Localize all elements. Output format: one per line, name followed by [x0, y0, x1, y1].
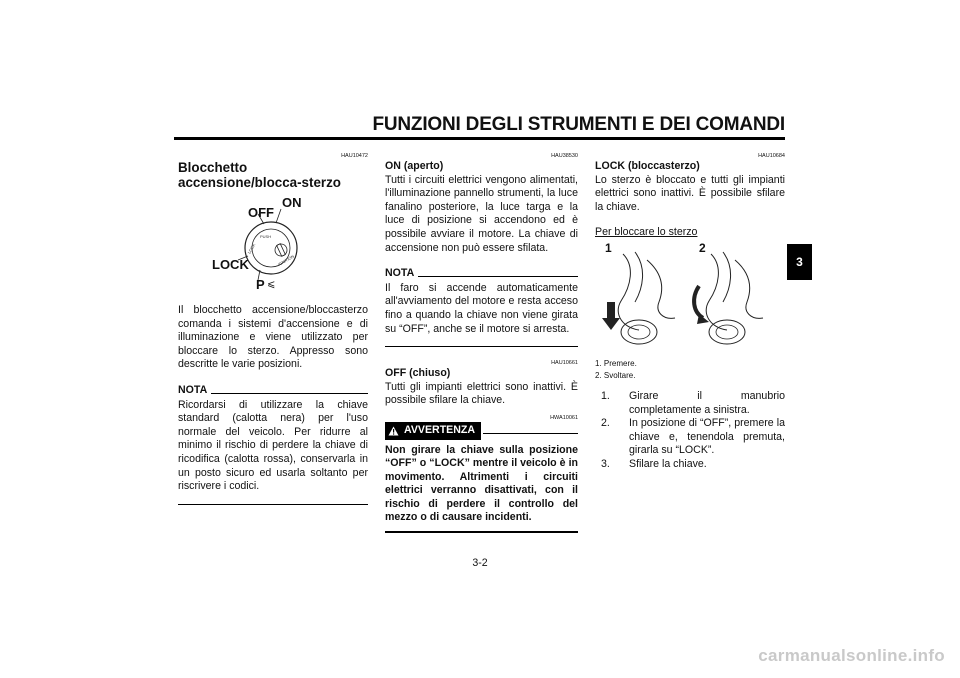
warning-triangle-icon [388, 426, 399, 436]
page-number: 3-2 [472, 557, 488, 569]
column-right [595, 150, 785, 472]
column-left [178, 150, 368, 505]
header-rule [174, 137, 785, 140]
procedure-steps [595, 390, 785, 472]
section-body: Il blocchetto accensione/bloccasterzo comanda i sistemi d'accensione e di illuminazione e viene utilizzato per bloccare lo sterzo. Appresso sono descritte le varie posizioni. [178, 304, 368, 371]
warning-badge [385, 422, 481, 440]
label-on: ON [282, 195, 302, 210]
warning-heading [385, 422, 578, 440]
nota-end-rule [178, 504, 368, 505]
step-text: Girare il manubrio completamente a sinistra. [629, 389, 785, 416]
section-code: HAU10661 [551, 360, 578, 367]
subsection-text-lock: Lo sterzo è bloccato e tutti gli impianti elettrici sono inattivi. È possibile sfilare la chiave. [595, 173, 785, 213]
step-text: Sfilare la chiave. [629, 457, 707, 470]
watermark-text: carmanualsonline.info [758, 646, 945, 665]
figure-caption-2: 2. Svoltare. [595, 370, 636, 380]
step-number: 1. [601, 389, 610, 402]
nota-rule [418, 276, 578, 277]
warning-rule [483, 433, 578, 434]
nota-text: Il faro si accende automaticamente all'avviamento del motore e resta acceso fino a quando la chiave non viene girata su “OFF”, anche se il motore si arresta. [385, 281, 578, 335]
ignition-switch-figure [178, 196, 368, 296]
procedure-step [595, 458, 785, 472]
section-code: HAU10684 [758, 153, 785, 159]
subsection-title-off: OFF (chiuso) [385, 367, 451, 380]
warning-end-rule [385, 531, 578, 533]
nota-label: NOTA [385, 267, 415, 280]
section-title: Blocchetto accensione/blocca-sterzo [178, 160, 341, 190]
subsection-text-on: Tutti i circuiti elettrici vengono alimentati, l'illuminazione pannello strumenti, la luce fanalino posteriore, la luce targa e la luce di posizione si accendono ed è possibile avviare il motore. La chiave di accensione non può essere sfilata. [385, 173, 578, 254]
section-code: HAU38530 [551, 153, 578, 159]
figure-caption-1: 1. Premere. [595, 358, 637, 368]
svg-text:IGNITION: IGNITION [277, 253, 295, 267]
label-lock: LOCK [212, 257, 249, 272]
nota-end-rule [385, 346, 578, 347]
lock-procedure-diagram [595, 246, 785, 356]
page-header-title: FUNZIONI DEGLI STRUMENTI E DEI COMANDI [372, 114, 785, 135]
label-off: OFF [248, 205, 274, 220]
chapter-tab: 3 [787, 244, 812, 280]
procedure-step [595, 390, 785, 417]
nota-label: NOTA [178, 383, 208, 396]
section-code: HAU10472 [341, 153, 368, 159]
procedure-heading: Per bloccare lo sterzo [595, 226, 698, 239]
figure-label-1: 1 [605, 240, 612, 255]
figure-label-2: 2 [699, 240, 706, 255]
nota-heading [385, 267, 578, 281]
subsection-title-lock: LOCK (bloccasterzo) [595, 160, 700, 172]
svg-text:LOCK: LOCK [246, 242, 257, 255]
procedure-step [595, 417, 785, 458]
parking-arrow-icon: ⩽ [267, 279, 276, 290]
warning-code: HWA10061 [550, 414, 578, 421]
nota-rule [211, 393, 368, 394]
nota-heading [178, 384, 368, 398]
step-number: 3. [601, 457, 610, 470]
subsection-text-off: Tutti gli impianti elettrici sono inattivi. È possibile sfilare la chiave. [385, 380, 578, 407]
svg-text:PUSH: PUSH [260, 234, 272, 239]
step-number: 2. [601, 417, 610, 430]
subsection-title-on: ON (aperto) [385, 160, 444, 172]
column-middle [385, 150, 578, 533]
nota-text: Ricordarsi di utilizzare la chiave standard (calotta nera) per l'uso normale del veicolo. Per ridurre al minimo il rischio di perdere la chiave di ricodifica (calotta rossa), conservarla in un posto sicuro ed usarla soltanto per riscrivere i codici. [178, 398, 368, 493]
label-p: P [256, 277, 265, 292]
step-text: In posizione di “OFF”, premere la chiave e, tenendola premuta, girarla su “LOCK”. [629, 417, 785, 457]
warning-text: Non girare la chiave sulla posizione “OFF” o “LOCK” mentre il veicolo è in movimento. Altrimenti i circuiti elettrici verranno disattivati, con il rischio di perdere il controllo del mezzo o di causare incidenti. [385, 443, 578, 524]
lock-procedure-figure [595, 240, 785, 356]
warning-label: AVVERTENZA [404, 423, 476, 436]
